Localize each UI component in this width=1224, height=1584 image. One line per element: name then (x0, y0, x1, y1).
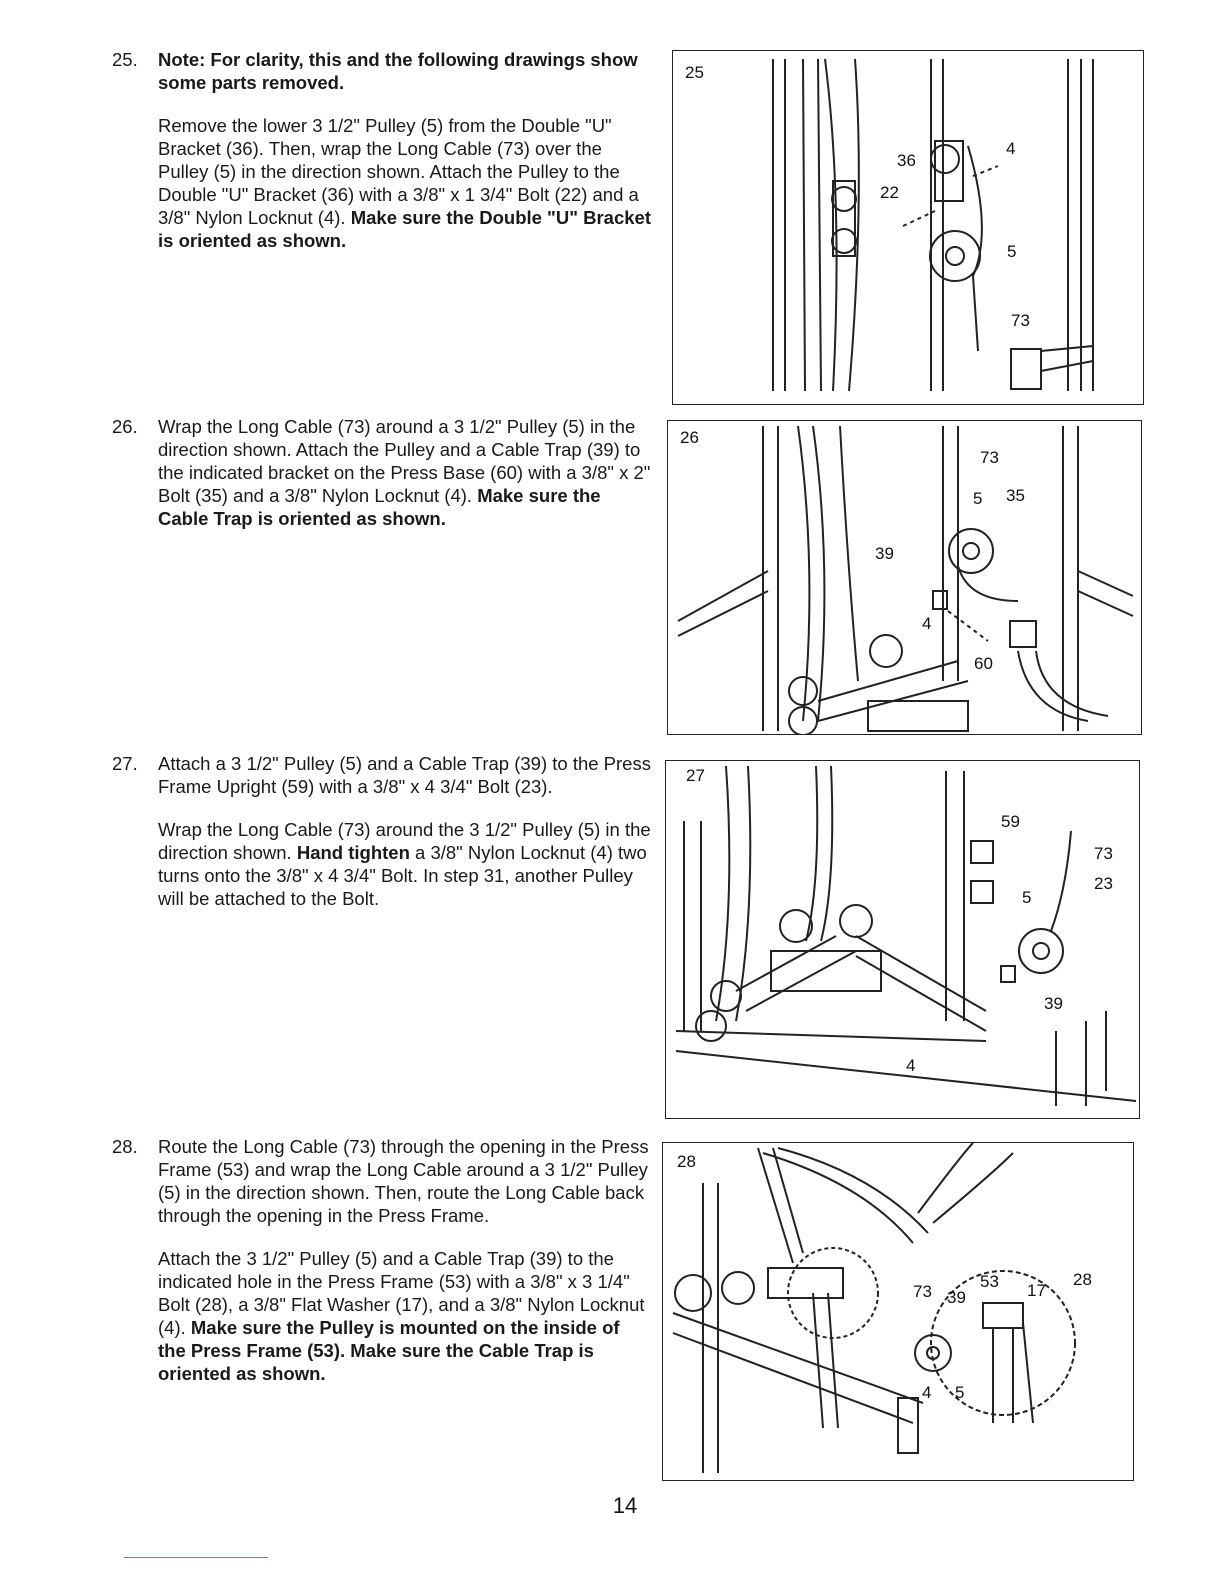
step-number: 25. (112, 49, 138, 70)
part-label: 4 (922, 614, 932, 633)
part-label: 36 (897, 151, 916, 170)
step-28 (112, 1135, 652, 1405)
figure-step-label: 25 (685, 63, 704, 82)
figure-step-label: 28 (677, 1152, 696, 1171)
part-label: 73 (1011, 311, 1030, 330)
footer-divider (124, 1557, 268, 1558)
part-label: 53 (980, 1272, 999, 1291)
step-instruction: Attach a 3 1/2" Pulley (5) and a Cable Trap (39) to the Press Frame Upright (59) with a 3/8" x 4 3/4" Bolt (23). (158, 753, 651, 797)
part-label: 5 (955, 1383, 965, 1402)
figure-27 (665, 760, 1140, 1119)
part-label: 73 (1094, 844, 1113, 863)
figure-26 (667, 420, 1142, 735)
figure-step-label: 26 (680, 428, 699, 447)
part-label: 4 (906, 1056, 916, 1075)
part-label: 4 (922, 1383, 932, 1402)
step-instruction: Wrap the Long Cable (73) around a 3 1/2" Pulley (5) in the direction shown. Attach the Pulley and a Cable Trap (39) to the indicated bracket on the Press Base (60) with a 3/8" x 2" Bolt (35) and a 3/8" Nylon Locknut (4). Make sure the Cable Trap is oriented as shown. (158, 416, 651, 529)
step-number: 28. (112, 1136, 138, 1157)
figure-step-label: 27 (686, 766, 705, 785)
step-26 (112, 415, 652, 550)
part-label: 59 (1001, 812, 1020, 831)
part-label: 39 (875, 544, 894, 563)
step-warning: Make sure the Cable Trap is oriented as shown. (158, 485, 601, 529)
part-label: 60 (974, 654, 993, 673)
part-label: 73 (913, 1282, 932, 1301)
part-label: 5 (1022, 888, 1032, 907)
step-warning: Make sure the Pulley is mounted on the inside of the Press Frame (53). Make sure the Cable Trap is oriented as shown. (158, 1317, 620, 1384)
figure-25 (672, 50, 1144, 405)
step-instruction: Route the Long Cable (73) through the opening in the Press Frame (53) and wrap the Long Cable around a 3 1/2" Pulley (5) in the direction shown. Then, route the Long Cable back through the opening in the Press Frame. (158, 1136, 649, 1226)
step-instruction-2: Wrap the Long Cable (73) around the 3 1/2" Pulley (5) in the direction shown. Hand tighten a 3/8" Nylon Locknut (4) two turns onto the 3/8" x 4 3/4" Bolt. In step 31, another Pulley will be attached to the Bolt. (158, 819, 651, 909)
step-instruction-2: Attach the 3 1/2" Pulley (5) and a Cable Trap (39) to the indicated hole in the Press Frame (53) with a 3/8" x 3 1/4" Bolt (28), a 3/8" Flat Washer (17), and a 3/8" Nylon Locknut (4). Make sure the Pulley is mounted on the inside of the Press Frame (53). Make sure the Cable Trap is oriented as shown. (158, 1248, 645, 1384)
step-27 (112, 752, 652, 930)
step-25 (112, 48, 652, 272)
part-label: 4 (1006, 139, 1016, 158)
step-note: Note: For clarity, this and the following drawings show some parts removed. (158, 49, 638, 93)
step-warning: Make sure the Double "U" Bracket is oriented as shown. (158, 207, 651, 251)
part-label: 73 (980, 448, 999, 467)
part-label: 5 (973, 489, 983, 508)
part-label: 5 (1007, 242, 1017, 261)
part-label: 39 (1044, 994, 1063, 1013)
figure-26-drawing (668, 421, 1141, 734)
figure-27-drawing (666, 761, 1139, 1118)
part-label: 35 (1006, 486, 1025, 505)
figure-25-drawing (673, 51, 1143, 404)
figure-28 (662, 1142, 1134, 1481)
part-label: 22 (880, 183, 899, 202)
part-label: 28 (1073, 1270, 1092, 1289)
figure-28-drawing (663, 1143, 1133, 1480)
page-number: 14 (612, 1493, 638, 1518)
step-instruction: Remove the lower 3 1/2" Pulley (5) from the Double "U" Bracket (36). Then, wrap the Long Cable (73) over the Pulley (5) in the direction shown. Attach the Pulley to the Double "U" Bracket (36) with a 3/8" x 1 3/4" Bolt (22) and a 3/8" Nylon Locknut (4). Make sure the Double "U" Bracket is oriented as shown. (158, 115, 651, 251)
step-number: 27. (112, 753, 138, 774)
part-label: 39 (947, 1288, 966, 1307)
step-emphasis: Hand tighten (296, 842, 410, 863)
part-label: 23 (1094, 874, 1113, 893)
part-label: 17 (1027, 1281, 1046, 1300)
step-number: 26. (112, 416, 138, 437)
